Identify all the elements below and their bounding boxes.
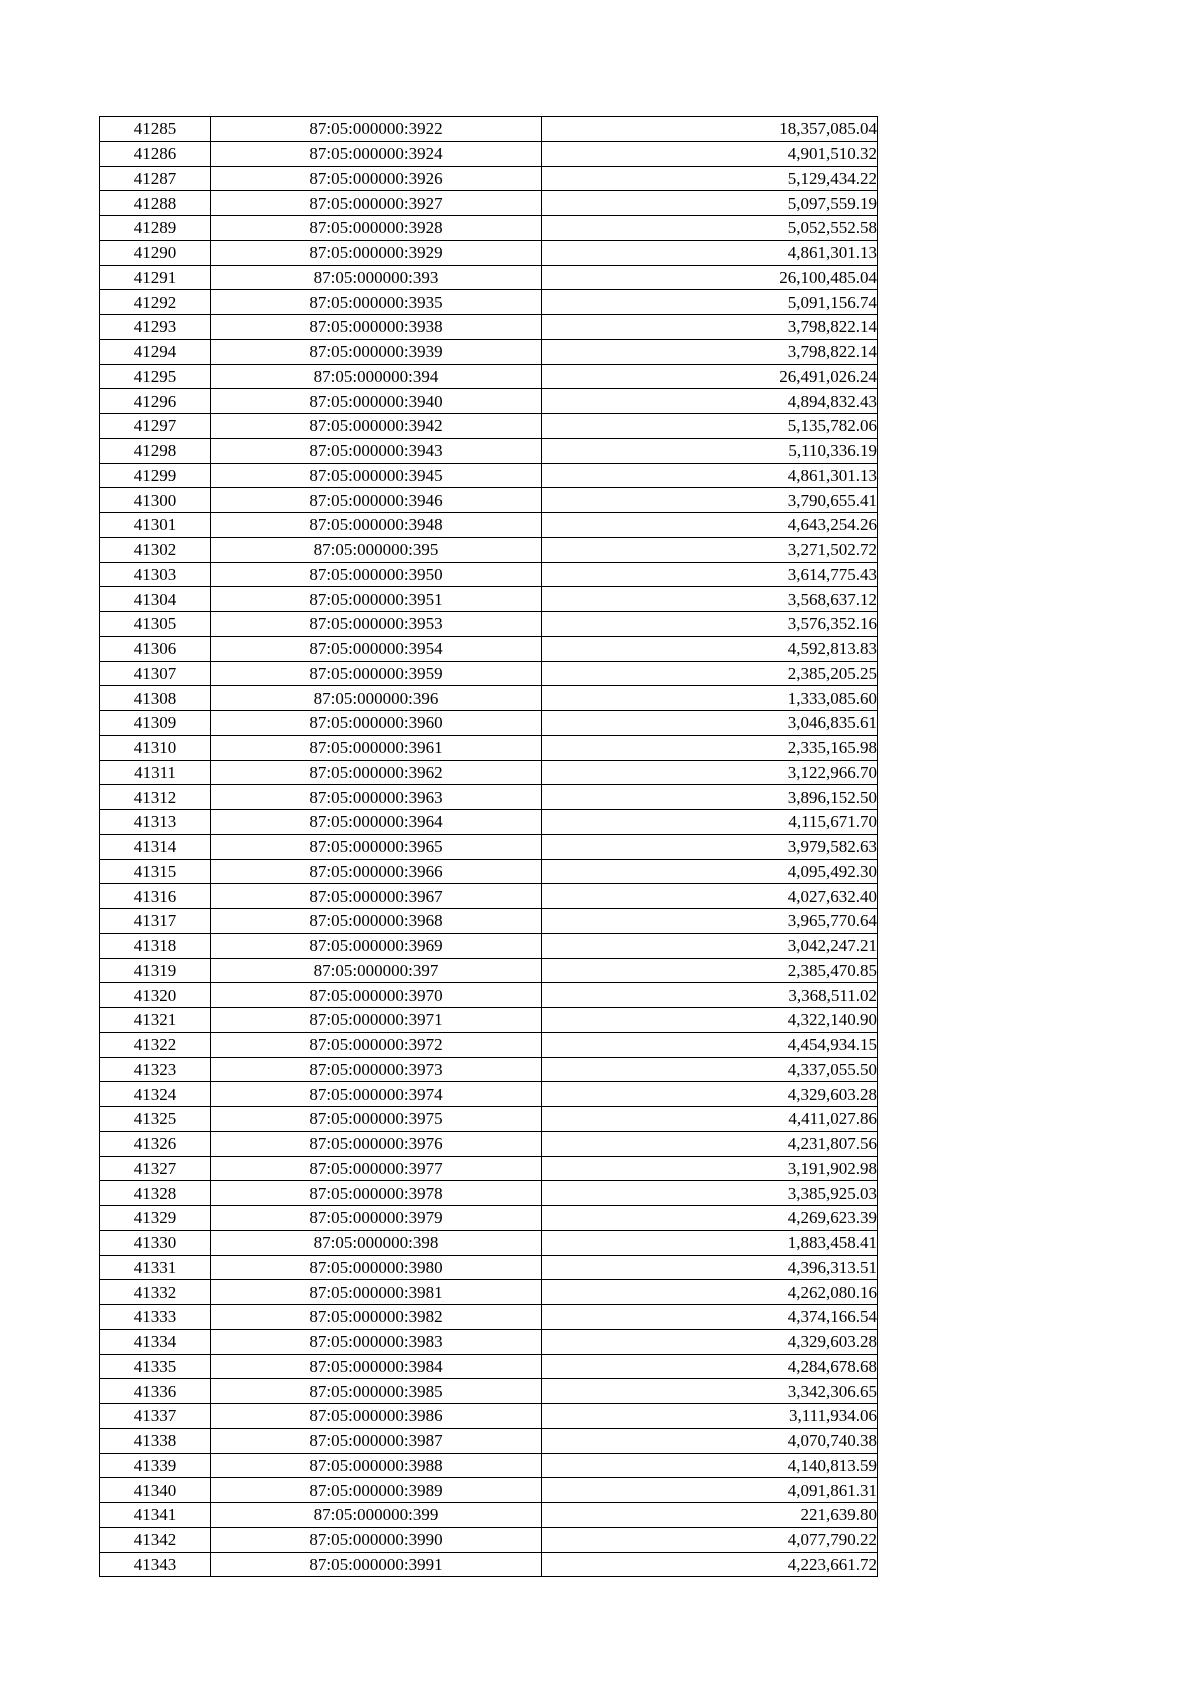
cadastral-number-cell: 87:05:000000:3982: [211, 1305, 542, 1330]
cadastral-number-cell: 87:05:000000:3981: [211, 1280, 542, 1305]
cadastral-number-cell: 87:05:000000:3988: [211, 1453, 542, 1478]
row-number-cell: 41299: [100, 463, 211, 488]
table-row: [100, 1354, 878, 1379]
amount-cell: 4,329,603.28: [542, 1082, 878, 1107]
cadastral-number-cell: 87:05:000000:3929: [211, 240, 542, 265]
cadastral-number-cell: 87:05:000000:396: [211, 686, 542, 711]
table-row: [100, 265, 878, 290]
cadastral-number-cell: 87:05:000000:3977: [211, 1156, 542, 1181]
cadastral-number-cell: 87:05:000000:3954: [211, 636, 542, 661]
cadastral-number-cell: 87:05:000000:3960: [211, 711, 542, 736]
amount-cell: 3,122,966.70: [542, 760, 878, 785]
table-row: [100, 909, 878, 934]
cadastral-number-cell: 87:05:000000:3943: [211, 438, 542, 463]
row-number-cell: 41304: [100, 587, 211, 612]
row-number-cell: 41335: [100, 1354, 211, 1379]
table-row: [100, 513, 878, 538]
amount-cell: 4,115,671.70: [542, 810, 878, 835]
row-number-cell: 41292: [100, 290, 211, 315]
table-row: [100, 389, 878, 414]
cadastral-number-cell: 87:05:000000:3966: [211, 859, 542, 884]
row-number-cell: 41314: [100, 834, 211, 859]
table-row: [100, 1503, 878, 1528]
amount-cell: 4,095,492.30: [542, 859, 878, 884]
amount-cell: 3,790,655.41: [542, 488, 878, 513]
table-row: [100, 612, 878, 637]
amount-cell: 3,798,822.14: [542, 315, 878, 340]
cadastral-number-cell: 87:05:000000:3980: [211, 1255, 542, 1280]
table-row: [100, 735, 878, 760]
amount-cell: 1,333,085.60: [542, 686, 878, 711]
cadastral-number-cell: 87:05:000000:3971: [211, 1008, 542, 1033]
cadastral-number-cell: 87:05:000000:3942: [211, 414, 542, 439]
amount-cell: 4,284,678.68: [542, 1354, 878, 1379]
cadastral-number-cell: 87:05:000000:3991: [211, 1552, 542, 1577]
cadastral-number-cell: 87:05:000000:3935: [211, 290, 542, 315]
table-row: [100, 141, 878, 166]
cadastral-number-cell: 87:05:000000:3963: [211, 785, 542, 810]
cadastral-number-cell: 87:05:000000:3985: [211, 1379, 542, 1404]
amount-cell: 3,111,934.06: [542, 1404, 878, 1429]
row-number-cell: 41319: [100, 958, 211, 983]
table-row: [100, 438, 878, 463]
table-row: [100, 686, 878, 711]
row-number-cell: 41336: [100, 1379, 211, 1404]
row-number-cell: 41325: [100, 1107, 211, 1132]
row-number-cell: 41289: [100, 216, 211, 241]
amount-cell: 221,639.80: [542, 1503, 878, 1528]
amount-cell: 4,223,661.72: [542, 1552, 878, 1577]
amount-cell: 1,883,458.41: [542, 1230, 878, 1255]
row-number-cell: 41287: [100, 166, 211, 191]
amount-cell: 4,861,301.13: [542, 240, 878, 265]
amount-cell: 4,374,166.54: [542, 1305, 878, 1330]
row-number-cell: 41334: [100, 1329, 211, 1354]
row-number-cell: 41295: [100, 364, 211, 389]
row-number-cell: 41317: [100, 909, 211, 934]
amount-cell: 3,965,770.64: [542, 909, 878, 934]
cadastral-number-cell: 87:05:000000:394: [211, 364, 542, 389]
row-number-cell: 41297: [100, 414, 211, 439]
row-number-cell: 41341: [100, 1503, 211, 1528]
table-row: [100, 834, 878, 859]
amount-cell: 4,269,623.39: [542, 1206, 878, 1231]
amount-cell: 4,262,080.16: [542, 1280, 878, 1305]
row-number-cell: 41326: [100, 1131, 211, 1156]
row-number-cell: 41293: [100, 315, 211, 340]
table-row: [100, 463, 878, 488]
table-row: [100, 983, 878, 1008]
amount-cell: 18,357,085.04: [542, 117, 878, 142]
row-number-cell: 41333: [100, 1305, 211, 1330]
amount-cell: 3,046,835.61: [542, 711, 878, 736]
row-number-cell: 41311: [100, 760, 211, 785]
table-row: [100, 562, 878, 587]
row-number-cell: 41316: [100, 884, 211, 909]
amount-cell: 3,798,822.14: [542, 339, 878, 364]
table-row: [100, 1057, 878, 1082]
cadastral-number-cell: 87:05:000000:3938: [211, 315, 542, 340]
row-number-cell: 41339: [100, 1453, 211, 1478]
table-row: [100, 1032, 878, 1057]
table-row: [100, 661, 878, 686]
amount-cell: 4,454,934.15: [542, 1032, 878, 1057]
cadastral-number-cell: 87:05:000000:3968: [211, 909, 542, 934]
row-number-cell: 41323: [100, 1057, 211, 1082]
amount-cell: 4,411,027.86: [542, 1107, 878, 1132]
amount-cell: 3,042,247.21: [542, 933, 878, 958]
cadastral-number-cell: 87:05:000000:3922: [211, 117, 542, 142]
table-row: [100, 859, 878, 884]
amount-cell: 5,091,156.74: [542, 290, 878, 315]
data-table: [99, 116, 878, 1577]
table-row: [100, 1404, 878, 1429]
cadastral-number-cell: 87:05:000000:397: [211, 958, 542, 983]
cadastral-number-cell: 87:05:000000:395: [211, 537, 542, 562]
row-number-cell: 41343: [100, 1552, 211, 1577]
table-row: [100, 1008, 878, 1033]
cadastral-number-cell: 87:05:000000:3951: [211, 587, 542, 612]
row-number-cell: 41306: [100, 636, 211, 661]
amount-cell: 4,077,790.22: [542, 1527, 878, 1552]
cadastral-number-cell: 87:05:000000:3928: [211, 216, 542, 241]
table-row: [100, 810, 878, 835]
table-row: [100, 1255, 878, 1280]
table-row: [100, 1107, 878, 1132]
row-number-cell: 41286: [100, 141, 211, 166]
amount-cell: 4,329,603.28: [542, 1329, 878, 1354]
table-row: [100, 1156, 878, 1181]
row-number-cell: 41332: [100, 1280, 211, 1305]
row-number-cell: 41303: [100, 562, 211, 587]
amount-cell: 4,027,632.40: [542, 884, 878, 909]
amount-cell: 3,614,775.43: [542, 562, 878, 587]
table-row: [100, 636, 878, 661]
row-number-cell: 41288: [100, 191, 211, 216]
cadastral-number-cell: 87:05:000000:3984: [211, 1354, 542, 1379]
amount-cell: 2,335,165.98: [542, 735, 878, 760]
row-number-cell: 41329: [100, 1206, 211, 1231]
row-number-cell: 41324: [100, 1082, 211, 1107]
table-row: [100, 488, 878, 513]
table-row: [100, 1379, 878, 1404]
row-number-cell: 41315: [100, 859, 211, 884]
table-row: [100, 216, 878, 241]
cadastral-number-cell: 87:05:000000:3969: [211, 933, 542, 958]
row-number-cell: 41310: [100, 735, 211, 760]
cadastral-number-cell: 87:05:000000:3989: [211, 1478, 542, 1503]
cadastral-number-cell: 87:05:000000:393: [211, 265, 542, 290]
amount-cell: 4,231,807.56: [542, 1131, 878, 1156]
cadastral-number-cell: 87:05:000000:3979: [211, 1206, 542, 1231]
table-row: [100, 339, 878, 364]
table-row: [100, 240, 878, 265]
table-row: [100, 1082, 878, 1107]
cadastral-number-cell: 87:05:000000:3961: [211, 735, 542, 760]
cadastral-number-cell: 87:05:000000:3946: [211, 488, 542, 513]
table-row: [100, 1552, 878, 1577]
amount-cell: 5,097,559.19: [542, 191, 878, 216]
row-number-cell: 41321: [100, 1008, 211, 1033]
table-row: [100, 1131, 878, 1156]
table-row: [100, 290, 878, 315]
row-number-cell: 41302: [100, 537, 211, 562]
row-number-cell: 41291: [100, 265, 211, 290]
amount-cell: 4,322,140.90: [542, 1008, 878, 1033]
cadastral-number-cell: 87:05:000000:3965: [211, 834, 542, 859]
cadastral-number-cell: 87:05:000000:3983: [211, 1329, 542, 1354]
cadastral-number-cell: 87:05:000000:3924: [211, 141, 542, 166]
row-number-cell: 41301: [100, 513, 211, 538]
amount-cell: 4,091,861.31: [542, 1478, 878, 1503]
table-row: [100, 884, 878, 909]
cadastral-number-cell: 87:05:000000:3970: [211, 983, 542, 1008]
row-number-cell: 41322: [100, 1032, 211, 1057]
cadastral-number-cell: 87:05:000000:3976: [211, 1131, 542, 1156]
amount-cell: 4,901,510.32: [542, 141, 878, 166]
amount-cell: 2,385,470.85: [542, 958, 878, 983]
table-row: [100, 1305, 878, 1330]
table-row: [100, 711, 878, 736]
amount-cell: 3,576,352.16: [542, 612, 878, 637]
amount-cell: 4,337,055.50: [542, 1057, 878, 1082]
table-row: [100, 1527, 878, 1552]
amount-cell: 4,861,301.13: [542, 463, 878, 488]
cadastral-number-cell: 87:05:000000:399: [211, 1503, 542, 1528]
cadastral-number-cell: 87:05:000000:3948: [211, 513, 542, 538]
amount-cell: 4,396,313.51: [542, 1255, 878, 1280]
table-row: [100, 1230, 878, 1255]
table-row: [100, 166, 878, 191]
table-row: [100, 1478, 878, 1503]
row-number-cell: 41342: [100, 1527, 211, 1552]
cadastral-number-cell: 87:05:000000:3990: [211, 1527, 542, 1552]
cadastral-number-cell: 87:05:000000:3978: [211, 1181, 542, 1206]
row-number-cell: 41290: [100, 240, 211, 265]
cadastral-number-cell: 87:05:000000:3950: [211, 562, 542, 587]
row-number-cell: 41285: [100, 117, 211, 142]
row-number-cell: 41312: [100, 785, 211, 810]
cadastral-number-cell: 87:05:000000:3953: [211, 612, 542, 637]
amount-cell: 26,100,485.04: [542, 265, 878, 290]
row-number-cell: 41318: [100, 933, 211, 958]
cadastral-number-cell: 87:05:000000:3939: [211, 339, 542, 364]
table-row: [100, 191, 878, 216]
amount-cell: 3,385,925.03: [542, 1181, 878, 1206]
cadastral-number-cell: 87:05:000000:3945: [211, 463, 542, 488]
amount-cell: 5,110,336.19: [542, 438, 878, 463]
amount-cell: 26,491,026.24: [542, 364, 878, 389]
cadastral-number-cell: 87:05:000000:3967: [211, 884, 542, 909]
amount-cell: 4,140,813.59: [542, 1453, 878, 1478]
cadastral-number-cell: 87:05:000000:3987: [211, 1428, 542, 1453]
row-number-cell: 41330: [100, 1230, 211, 1255]
amount-cell: 5,135,782.06: [542, 414, 878, 439]
cadastral-number-cell: 87:05:000000:398: [211, 1230, 542, 1255]
row-number-cell: 41298: [100, 438, 211, 463]
row-number-cell: 41313: [100, 810, 211, 835]
row-number-cell: 41300: [100, 488, 211, 513]
row-number-cell: 41309: [100, 711, 211, 736]
row-number-cell: 41328: [100, 1181, 211, 1206]
table-row: [100, 537, 878, 562]
table-row: [100, 785, 878, 810]
cadastral-number-cell: 87:05:000000:3959: [211, 661, 542, 686]
row-number-cell: 41307: [100, 661, 211, 686]
cadastral-number-cell: 87:05:000000:3962: [211, 760, 542, 785]
row-number-cell: 41337: [100, 1404, 211, 1429]
row-number-cell: 41320: [100, 983, 211, 1008]
table-row: [100, 364, 878, 389]
row-number-cell: 41305: [100, 612, 211, 637]
table-row: [100, 1428, 878, 1453]
table-row: [100, 1329, 878, 1354]
table-row: [100, 587, 878, 612]
table-row: [100, 933, 878, 958]
row-number-cell: 41340: [100, 1478, 211, 1503]
cadastral-number-cell: 87:05:000000:3972: [211, 1032, 542, 1057]
cadastral-number-cell: 87:05:000000:3973: [211, 1057, 542, 1082]
table-row: [100, 1206, 878, 1231]
table-row: [100, 1181, 878, 1206]
cadastral-number-cell: 87:05:000000:3964: [211, 810, 542, 835]
amount-cell: 5,129,434.22: [542, 166, 878, 191]
cadastral-number-cell: 87:05:000000:3927: [211, 191, 542, 216]
amount-cell: 4,894,832.43: [542, 389, 878, 414]
amount-cell: 3,896,152.50: [542, 785, 878, 810]
table-row: [100, 1453, 878, 1478]
amount-cell: 3,979,582.63: [542, 834, 878, 859]
cadastral-number-cell: 87:05:000000:3926: [211, 166, 542, 191]
amount-cell: 5,052,552.58: [542, 216, 878, 241]
amount-cell: 2,385,205.25: [542, 661, 878, 686]
table-row: [100, 958, 878, 983]
amount-cell: 3,191,902.98: [542, 1156, 878, 1181]
table-body: [100, 117, 878, 1577]
table-row: [100, 414, 878, 439]
amount-cell: 4,070,740.38: [542, 1428, 878, 1453]
cadastral-number-cell: 87:05:000000:3940: [211, 389, 542, 414]
cadastral-number-cell: 87:05:000000:3974: [211, 1082, 542, 1107]
amount-cell: 4,643,254.26: [542, 513, 878, 538]
amount-cell: 4,592,813.83: [542, 636, 878, 661]
row-number-cell: 41308: [100, 686, 211, 711]
amount-cell: 3,568,637.12: [542, 587, 878, 612]
table-row: [100, 1280, 878, 1305]
row-number-cell: 41327: [100, 1156, 211, 1181]
table-row: [100, 117, 878, 142]
amount-cell: 3,368,511.02: [542, 983, 878, 1008]
row-number-cell: 41338: [100, 1428, 211, 1453]
row-number-cell: 41296: [100, 389, 211, 414]
table-row: [100, 760, 878, 785]
amount-cell: 3,271,502.72: [542, 537, 878, 562]
table-row: [100, 315, 878, 340]
amount-cell: 3,342,306.65: [542, 1379, 878, 1404]
row-number-cell: 41294: [100, 339, 211, 364]
cadastral-number-cell: 87:05:000000:3975: [211, 1107, 542, 1132]
row-number-cell: 41331: [100, 1255, 211, 1280]
cadastral-number-cell: 87:05:000000:3986: [211, 1404, 542, 1429]
